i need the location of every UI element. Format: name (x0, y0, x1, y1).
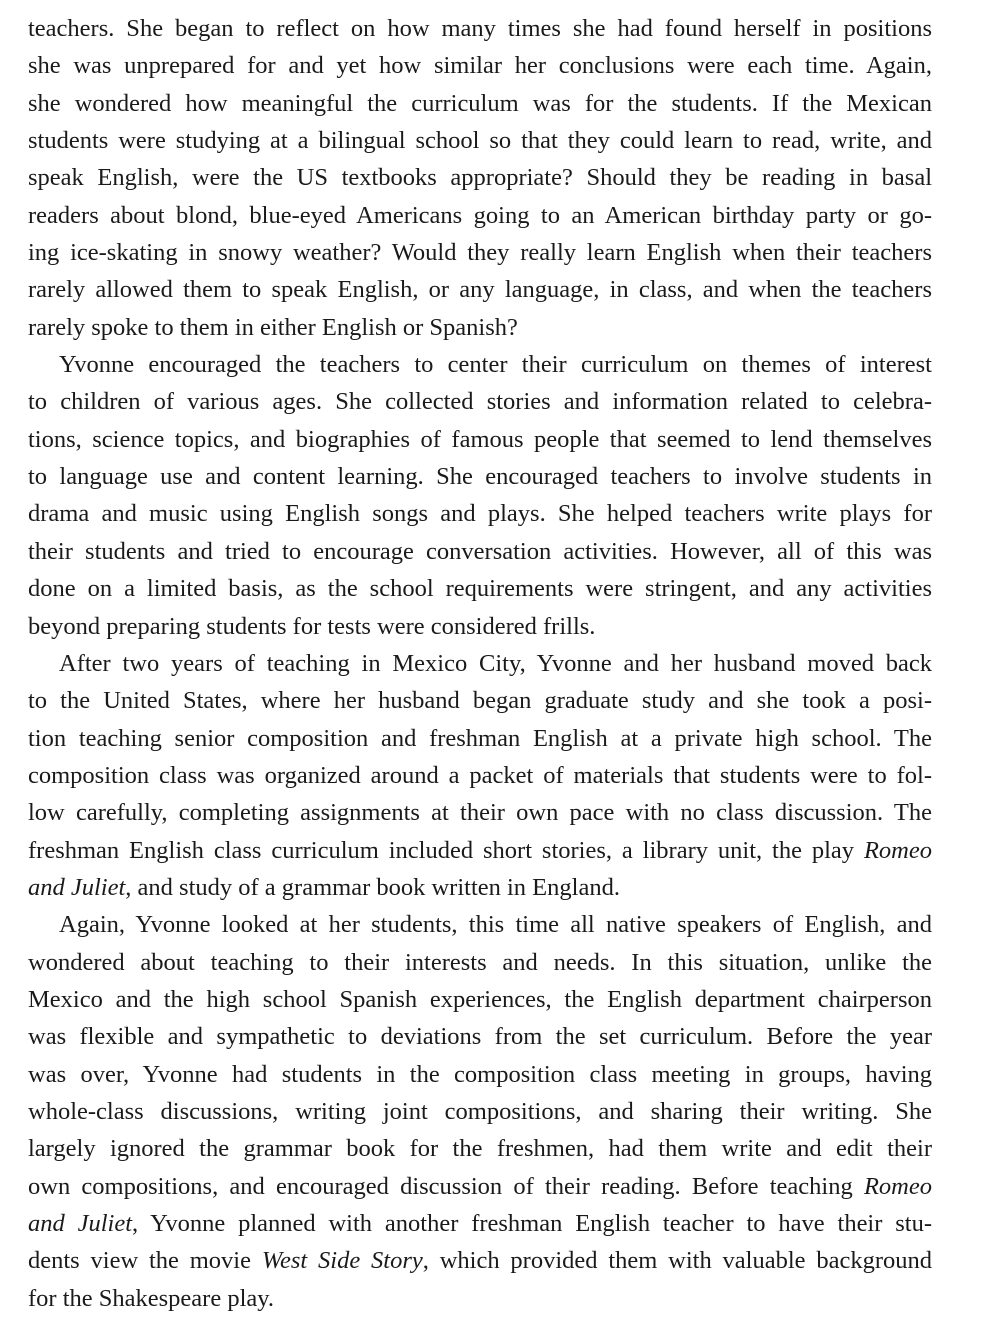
text-segment: their students and tried to encourage conversation activities. However, all of this was (28, 537, 932, 565)
paragraph (28, 10, 932, 346)
text-segment: , Yvonne planned with another freshman English teacher to have their stu- (132, 1210, 933, 1237)
text-line (28, 421, 932, 458)
text-line (28, 197, 932, 234)
text-segment: , and study of a grammar book written in England. (125, 873, 620, 901)
text-segment: dents view the movie (28, 1247, 262, 1275)
text-segment: After two years of teaching in Mexico City, Yvonne and her husband moved back (59, 649, 932, 677)
text-line (28, 383, 932, 420)
text-segment: to the United States, where her husband began graduate study and she took a posi- (28, 687, 932, 715)
text-line (28, 944, 932, 981)
text-segment: to language use and content learning. She encouraged teachers to involve students in (28, 463, 932, 491)
text-line (28, 309, 932, 346)
text-segment: for the Shakespeare play. (28, 1284, 275, 1312)
paragraph (28, 346, 932, 645)
paragraph (28, 906, 932, 1317)
text-line (28, 832, 932, 869)
text-line (28, 47, 932, 84)
italic-title: and Juliet (28, 1210, 133, 1237)
text-segment: was flexible and sympathetic to deviations from the set curriculum. Before the year (28, 1023, 932, 1051)
text-segment: wondered about teaching to their interests and needs. In this situation, unlike the (28, 948, 932, 976)
text-line (28, 10, 932, 47)
italic-title: Romeo (863, 1172, 932, 1200)
text-segment: largely ignored the grammar book for the freshmen, had them write and edit their (28, 1135, 932, 1163)
text-line (28, 1280, 932, 1317)
text-segment: speak English, were the US textbooks appropriate? Should they be reading in basal (28, 164, 932, 192)
text-segment: Mexico and the high school Spanish experiences, the English department chairperson (28, 985, 932, 1013)
text-segment: tions, science topics, and biographies of famous people that seemed to lend themselves (28, 425, 932, 453)
text-line (28, 608, 932, 645)
text-segment: beyond preparing students for tests were considered frills. (28, 612, 596, 640)
text-segment: low carefully, completing assignments at their own pace with no class discussion. The (28, 799, 932, 827)
text-line (28, 495, 932, 532)
text-segment: tion teaching senior composition and freshman English at a private high school. The (28, 724, 932, 752)
text-segment: she wondered how meaningful the curriculum was for the students. If the Mexican (28, 89, 932, 117)
text-line (28, 1130, 932, 1167)
text-line (28, 869, 932, 906)
text-line (28, 346, 932, 383)
text-segment: Again, Yvonne looked at her students, this time all native speakers of English, and (59, 911, 932, 939)
text-line (28, 757, 932, 794)
text-segment: drama and music using English songs and plays. She helped teachers write plays for (28, 500, 932, 528)
text-line (28, 1242, 932, 1279)
text-segment: she was unprepared for and yet how similar her conclusions were each time. Again, (28, 52, 932, 80)
document-page (28, 10, 932, 1317)
text-line (28, 1168, 932, 1205)
text-segment: , which provided them with valuable background (422, 1247, 933, 1275)
text-segment: rarely allowed them to speak English, or any language, in class, and when the teachers (28, 276, 932, 304)
text-line (28, 720, 932, 757)
text-line (28, 1093, 932, 1130)
text-line (28, 645, 932, 682)
text-segment: rarely spoke to them in either English or Spanish? (28, 313, 518, 341)
paragraph (28, 645, 932, 906)
text-segment: ing ice-skating in snowy weather? Would they really learn English when their teachers (28, 239, 932, 267)
text-segment: to children of various ages. She collected stories and information related to celebra- (28, 388, 932, 416)
text-line (28, 570, 932, 607)
text-segment: whole-class discussions, writing joint compositions, and sharing their writing. She (28, 1097, 932, 1125)
text-line (28, 159, 932, 196)
text-line (28, 234, 932, 271)
text-segment: own compositions, and encouraged discussion of their reading. Before teaching (28, 1172, 864, 1200)
italic-title: Romeo (863, 836, 932, 864)
text-segment: readers about blond, blue-eyed Americans going to an American birthday party or go- (28, 201, 932, 229)
text-line (28, 906, 932, 943)
text-segment: Yvonne encouraged the teachers to center their curriculum on themes of interest (59, 351, 932, 379)
italic-title: West Side Story (261, 1247, 423, 1275)
text-segment: freshman English class curriculum included short stories, a library unit, the play (28, 836, 864, 864)
text-line (28, 794, 932, 831)
text-line (28, 122, 932, 159)
italic-title: and Juliet (28, 873, 126, 901)
text-line (28, 1056, 932, 1093)
text-line (28, 458, 932, 495)
text-line (28, 1018, 932, 1055)
text-line (28, 981, 932, 1018)
text-segment: done on a limited basis, as the school requirements were stringent, and any activities (28, 575, 932, 603)
text-segment: composition class was organized around a packet of materials that students were to fol- (28, 761, 932, 789)
text-segment: was over, Yvonne had students in the composition class meeting in groups, having (28, 1060, 932, 1088)
text-line (28, 533, 932, 570)
text-segment: teachers. She began to reflect on how many times she had found herself in positions (28, 15, 932, 42)
text-line (28, 271, 932, 308)
text-segment: students were studying at a bilingual school so that they could learn to read, write, and (28, 127, 932, 155)
text-line (28, 85, 932, 122)
text-line (28, 1205, 932, 1242)
text-line (28, 682, 932, 719)
